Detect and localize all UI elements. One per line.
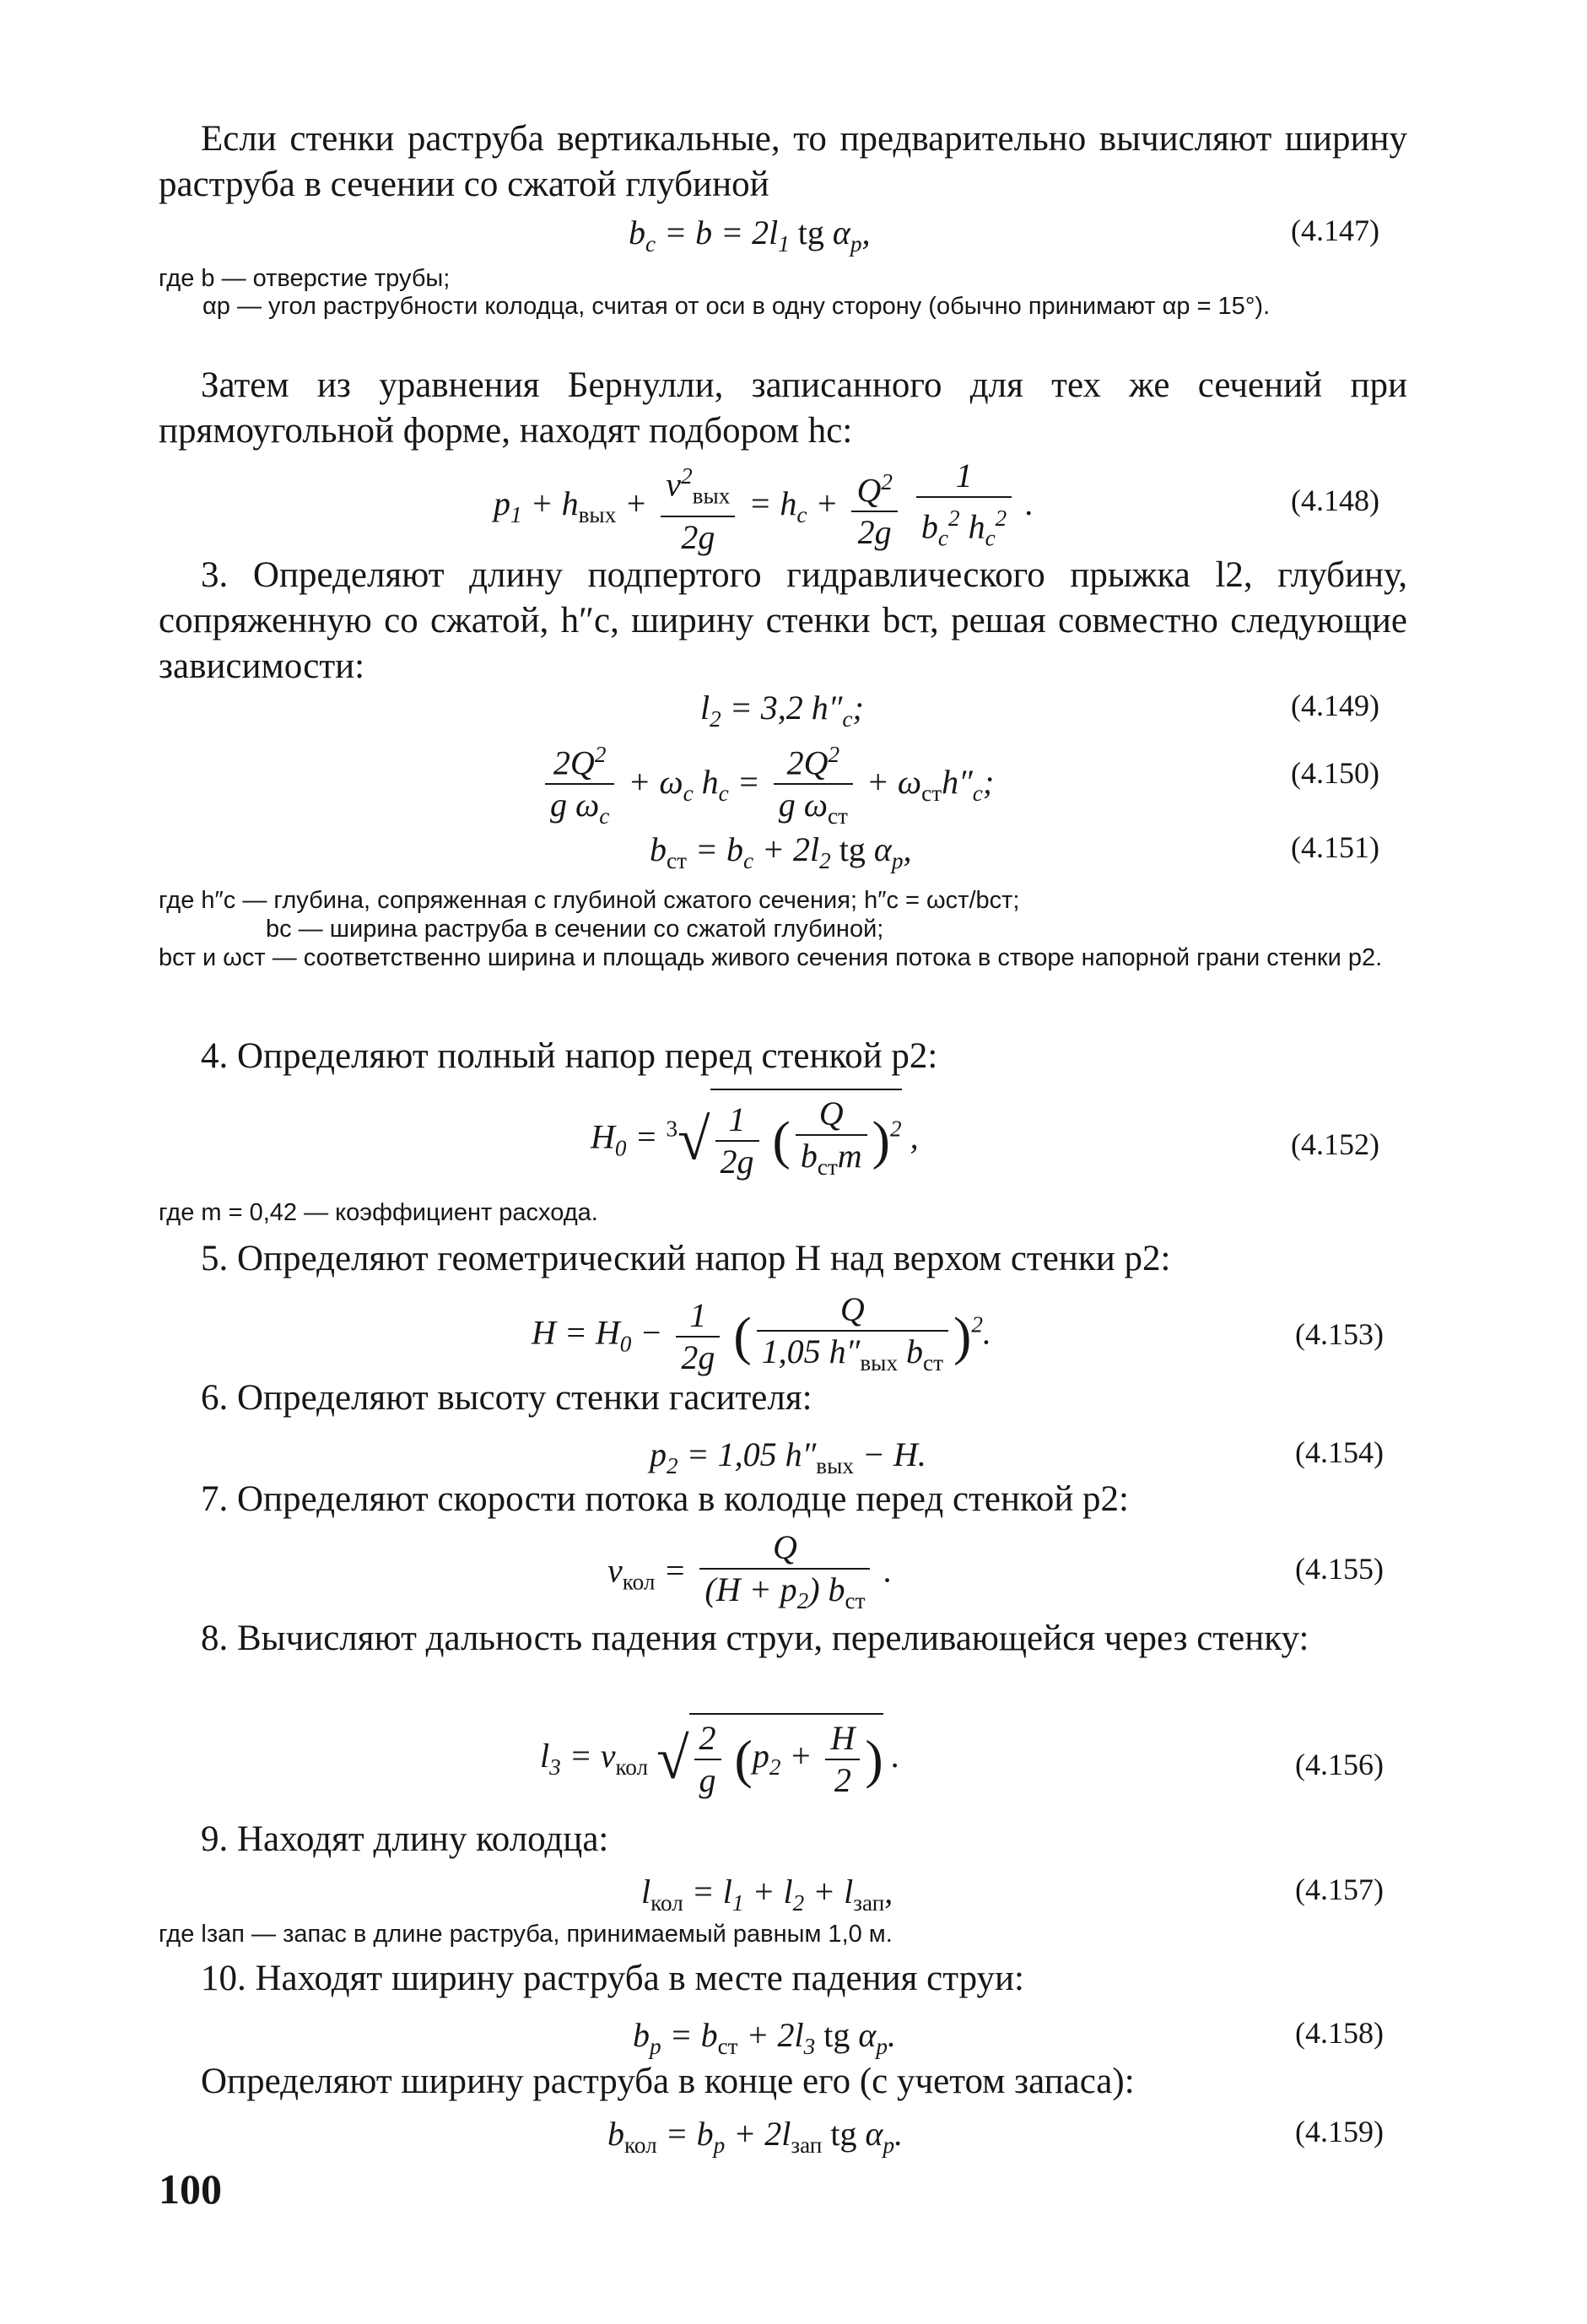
equation-number-4-147: (4.147) [1291,213,1379,247]
bernoulli-paragraph: Затем из уравнения Бернулли, записанного для тех же сечений при прямоугольной форме, находят подбором hc: [159,365,1407,451]
equation-number-4-150: (4.150) [1291,756,1379,790]
equation-number-4-157: (4.157) [1295,1873,1384,1906]
equation-4-150: $\frac{2Q^2}{g \omega_c}$ + $\omega_c$ $h_c$ = $\frac{2Q^2}{g \omega_{ст}}$ + $\omega_{ст}h''_c$; [540,734,994,836]
equation-number-4-152: (4.152) [1291,1127,1379,1161]
where-bc-definition: bc — ширина раструба в сечении со сжатой глубиной; [266,916,884,943]
where-alpha-definition: αp — угол раструбности колодца, считая от оси в одну сторону (обычно принимают αp = 15°). [202,293,1271,320]
equation-4-157: $l_{кол} = l_1 + l_2 + l_{зап}$, [641,1873,893,1916]
equation-4-147: $b_c = b = 2l_1$ tg $\alpha_p$, [629,213,871,257]
equation-number-4-153: (4.153) [1295,1317,1384,1351]
step-7-paragraph: 7. Определяют скорости потока в колодце перед стенкой p2: [201,1479,1129,1519]
step-8-paragraph: 8. Вычисляют дальность падения струи, переливающейся через стенку: [201,1619,1309,1658]
equation-4-148: $p_1 + h_{вых}$ + $\frac{v^2_{вых}}{2g}$ = $h_c$ + $\frac{Q^2}{2g}$ $\frac{1}{b_c^2 h_c^2}$ . [494,457,1034,557]
equation-4-152: $H_0 = ^3√$ $\frac{1}{2g}$ ( $\frac{Q}{b_{ст}m}$ )$^2$ , [591,1089,919,1187]
equation-4-154: $p_2 = 1,05$ $h''_{вых} - H$. [650,1435,926,1478]
where-bst-definition: bст и ωст — соответственно ширина и площадь живого сечения потока в створе напорной грани стенки p2. [159,944,1383,971]
equation-number-4-154: (4.154) [1295,1435,1384,1469]
where-m-definition: где m = 0,42 — коэффициент расхода. [159,1199,598,1226]
step-5-paragraph: 5. Определяют геометрический напор H над верхом стенки p2: [201,1239,1171,1278]
final-paragraph: Определяют ширину раструба в конце его (с учетом запаса): [201,2062,1135,2101]
equation-4-153: $H = H_0$ − $\frac{1}{2g}$ ( $\frac{Q}{1,05 h''_{вых} b_{ст}}$ )$^2$. [532,1290,991,1376]
where-hc-definition: где h″c — глубина, сопряженная с глубиной сжатого сечения; h″c = ωст/bст; [159,887,1020,914]
step-9-paragraph: 9. Находят длину колодца: [201,1819,609,1859]
where-lzap-definition: где lзап — запас в длине раструба, принимаемый равным 1,0 м. [159,1921,893,1948]
equation-4-151: $b_{ст} = b_c + 2l_2$ tg $\alpha_p$, [650,830,912,873]
equation-number-4-158: (4.158) [1295,2016,1384,2050]
step-3-paragraph: 3. Определяют длину подпертого гидравлического прыжка l2, глубину, сопряженную со сжатой, h″c, ширину стенки bст, решая совместно следующие зависимости: [159,555,1407,686]
equation-4-159: $b_{кол} = b_p + 2l_{зап}$ tg $\alpha_p$. [607,2115,904,2158]
intro-paragraph: Если стенки раструба вертикальные, то предварительно вычисляют ширину раструба в сечении со сжатой глубиной [159,119,1407,204]
equation-number-4-148: (4.148) [1291,484,1379,517]
equation-4-156: $l_3 = v_{кол}$ √ $\frac{2}{g}$ ($p_2$ + $\frac{H}{2}$ ) . [540,1713,900,1801]
equation-number-4-149: (4.149) [1291,689,1379,722]
equation-4-158: $b_p = b_{ст} + 2l_3$ tg $\alpha_p$. [633,2016,896,2059]
equation-number-4-156: (4.156) [1295,1748,1384,1781]
equation-4-155: $v_{кол}$ = $\frac{Q}{(H + p_2) b_{ст}}$ . [607,1528,893,1613]
equation-4-149: $l_2 = 3,2$ $h''_c$; [700,689,864,732]
step-10-paragraph: 10. Находят ширину раструба в месте падения струи: [201,1959,1024,1998]
step-4-paragraph: 4. Определяют полный напор перед стенкой p2: [201,1036,938,1076]
where-b-definition: где b — отверстие трубы; [159,265,451,292]
page-number: 100 [159,2165,222,2213]
equation-number-4-159: (4.159) [1295,2115,1384,2148]
equation-number-4-155: (4.155) [1295,1552,1384,1586]
step-6-paragraph: 6. Определяют высоту стенки гасителя: [201,1378,812,1418]
equation-number-4-151: (4.151) [1291,830,1379,864]
